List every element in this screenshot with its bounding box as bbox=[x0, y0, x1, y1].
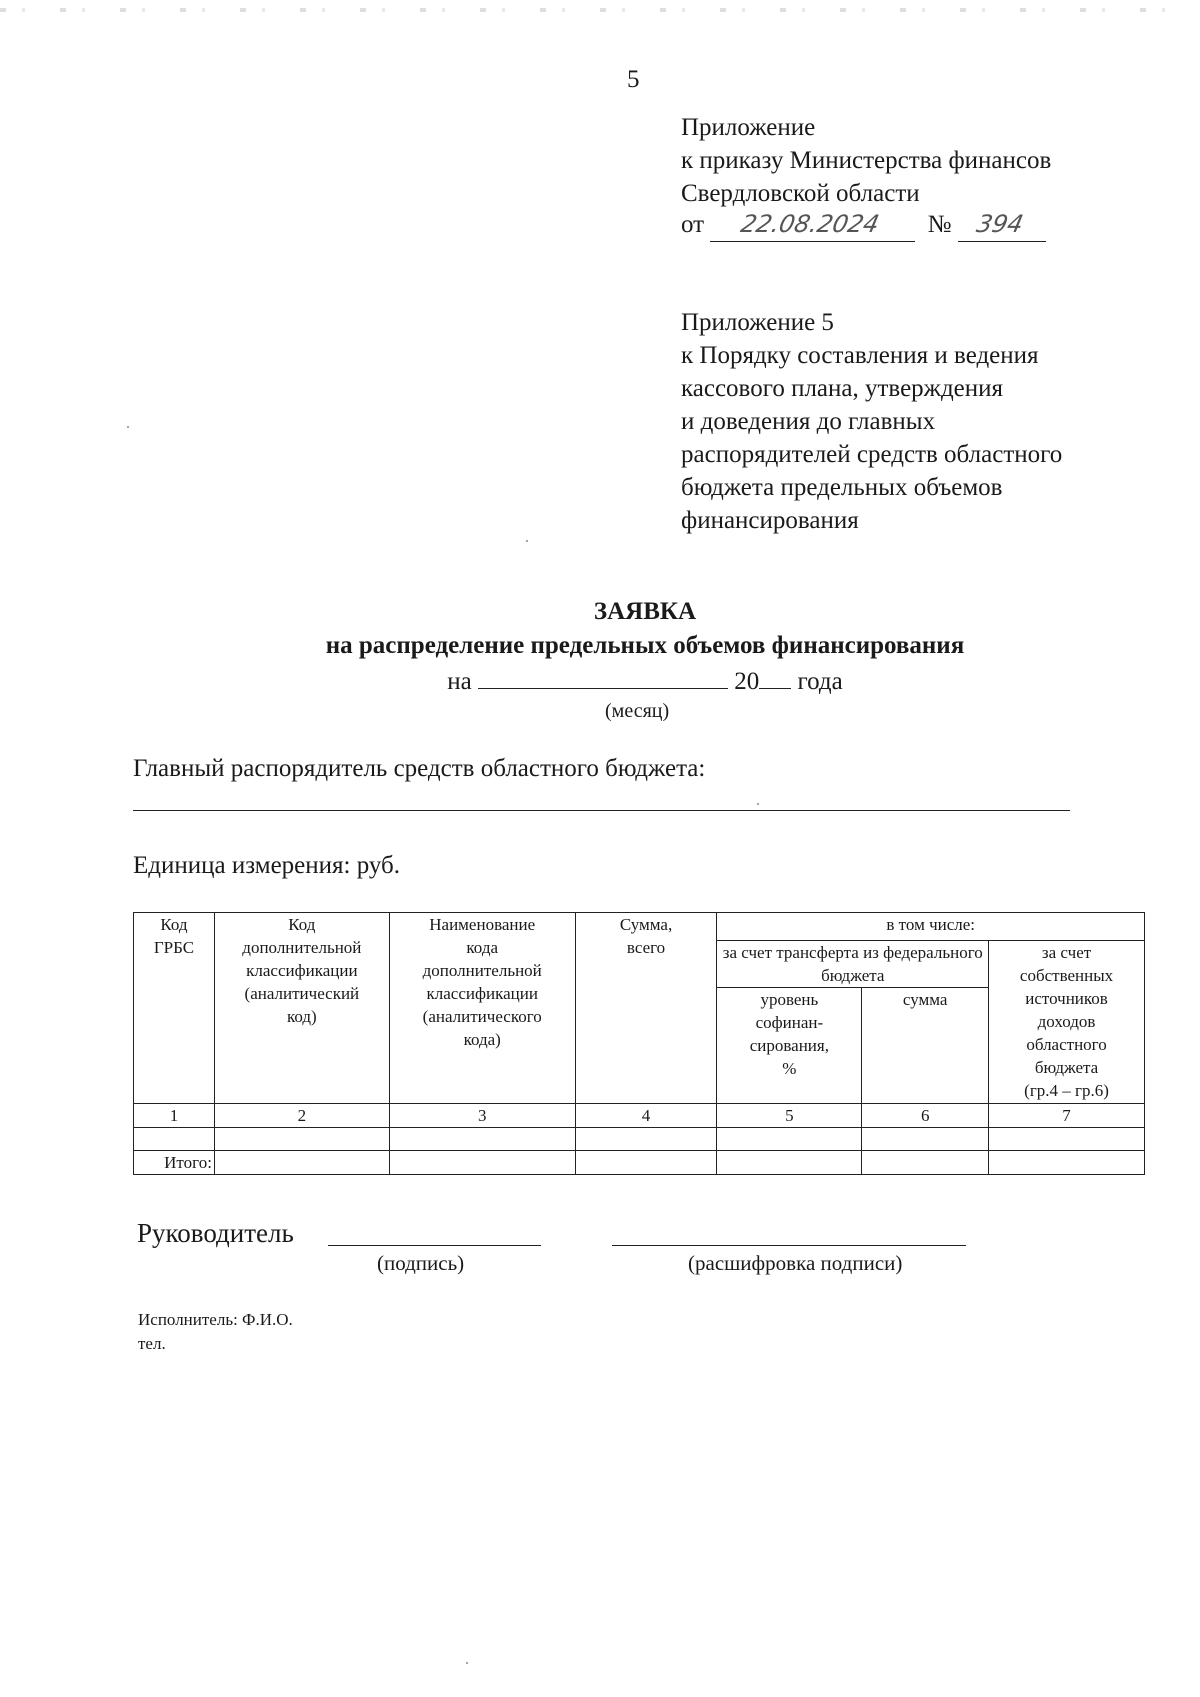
table-cell bbox=[989, 1151, 1145, 1175]
column-number: 4 bbox=[575, 1104, 717, 1128]
period-line bbox=[0, 666, 1200, 696]
order-appendix-line2: к приказу Министерства финансов bbox=[681, 147, 1052, 174]
table-row bbox=[134, 1128, 1145, 1151]
table-cell bbox=[717, 1128, 862, 1151]
year-blank bbox=[759, 666, 791, 689]
month-blank bbox=[478, 666, 728, 689]
distributor-label: Главный распорядитель средств областного бюджета: bbox=[133, 755, 706, 782]
executor-phone: тел. bbox=[138, 1334, 166, 1353]
request-table bbox=[133, 912, 1145, 1175]
unit-label: Единица измерения: руб. bbox=[133, 852, 401, 879]
header-total-sum: Сумма, всего bbox=[575, 913, 717, 1104]
signature-decode-line bbox=[612, 1245, 966, 1246]
column-number: 5 bbox=[717, 1104, 862, 1128]
procedure-appendix-line: и доведения до главных bbox=[681, 408, 936, 435]
header-own-sources: за счет собственных источников доходов областного бюджета (гр.4 – гр.6) bbox=[989, 941, 1145, 1104]
year-prefix: 20 bbox=[734, 668, 760, 695]
handwritten-number: 394 bbox=[973, 210, 1026, 238]
header-additional-code: Код дополнительной классификации (аналитический код) bbox=[214, 913, 389, 1104]
document-title: ЗАЯВКА bbox=[593, 598, 697, 625]
scan-speck bbox=[526, 540, 528, 542]
order-date-line bbox=[681, 208, 1046, 242]
total-label: Итого: bbox=[134, 1151, 215, 1175]
procedure-appendix-line: распорядителей средств областного bbox=[681, 441, 1063, 468]
month-hint: (месяц) bbox=[605, 700, 670, 722]
table-cell bbox=[134, 1128, 215, 1151]
header-grbs: Код ГРБС bbox=[134, 913, 215, 1104]
procedure-appendix-line: финансирования bbox=[681, 507, 859, 534]
date-field bbox=[710, 208, 915, 242]
table-cell bbox=[214, 1128, 389, 1151]
procedure-appendix-line: бюджета предельных объемов bbox=[681, 474, 1003, 501]
period-prefix: на bbox=[447, 668, 472, 695]
header-including: в том числе: bbox=[717, 913, 1145, 941]
table-cell bbox=[389, 1151, 575, 1175]
table-cell bbox=[862, 1128, 989, 1151]
header-cofinancing-level: уровень софинан- сирования, % bbox=[717, 988, 862, 1104]
column-number: 1 bbox=[134, 1104, 215, 1128]
procedure-appendix-line: к Порядку составления и ведения bbox=[681, 342, 1039, 369]
scan-speck bbox=[127, 426, 129, 428]
document-subtitle: на распределение предельных объемов финансирования bbox=[325, 632, 965, 659]
year-suffix: года bbox=[797, 668, 843, 695]
column-number-row bbox=[134, 1104, 1145, 1128]
table-cell bbox=[389, 1128, 575, 1151]
table-cell bbox=[989, 1128, 1145, 1151]
header-transfer-sum: сумма bbox=[862, 988, 989, 1104]
order-appendix-line3: Свердловской области bbox=[681, 180, 920, 207]
scan-speck bbox=[466, 1662, 468, 1664]
page-number: 5 bbox=[627, 66, 640, 93]
table-cell bbox=[717, 1151, 862, 1175]
signature-caption: (подпись) bbox=[377, 1251, 465, 1275]
table-cell bbox=[575, 1151, 717, 1175]
distributor-line bbox=[133, 810, 1070, 811]
number-field bbox=[958, 208, 1046, 242]
scan-speck bbox=[757, 803, 759, 805]
number-prefix: № bbox=[927, 211, 952, 238]
signature-line bbox=[328, 1245, 541, 1246]
column-number: 3 bbox=[389, 1104, 575, 1128]
header-code-name: Наименование кода дополнительной классификации (аналитического кода) bbox=[389, 913, 575, 1104]
column-number: 6 bbox=[862, 1104, 989, 1128]
procedure-appendix-line: кассового плана, утверждения bbox=[681, 375, 1004, 402]
table-cell bbox=[575, 1128, 717, 1151]
table-cell bbox=[214, 1151, 389, 1175]
handwritten-date: 22.08.2024 bbox=[738, 210, 883, 238]
order-appendix-line1: Приложение bbox=[681, 114, 816, 141]
scan-edge-noise bbox=[0, 8, 1200, 12]
column-number: 7 bbox=[989, 1104, 1145, 1128]
signature-decode-caption: (расшифровка подписи) bbox=[688, 1251, 903, 1275]
total-row bbox=[134, 1151, 1145, 1175]
procedure-appendix-line: Приложение 5 bbox=[681, 309, 834, 336]
executor-block bbox=[138, 1308, 293, 1356]
table-cell bbox=[862, 1151, 989, 1175]
header-federal-transfer: за счет трансферта из федерального бюджета bbox=[717, 941, 989, 988]
executor-name: Исполнитель: Ф.И.О. bbox=[138, 1310, 293, 1329]
column-number: 2 bbox=[214, 1104, 389, 1128]
head-label: Руководитель bbox=[137, 1218, 294, 1248]
date-prefix: от bbox=[681, 211, 705, 238]
